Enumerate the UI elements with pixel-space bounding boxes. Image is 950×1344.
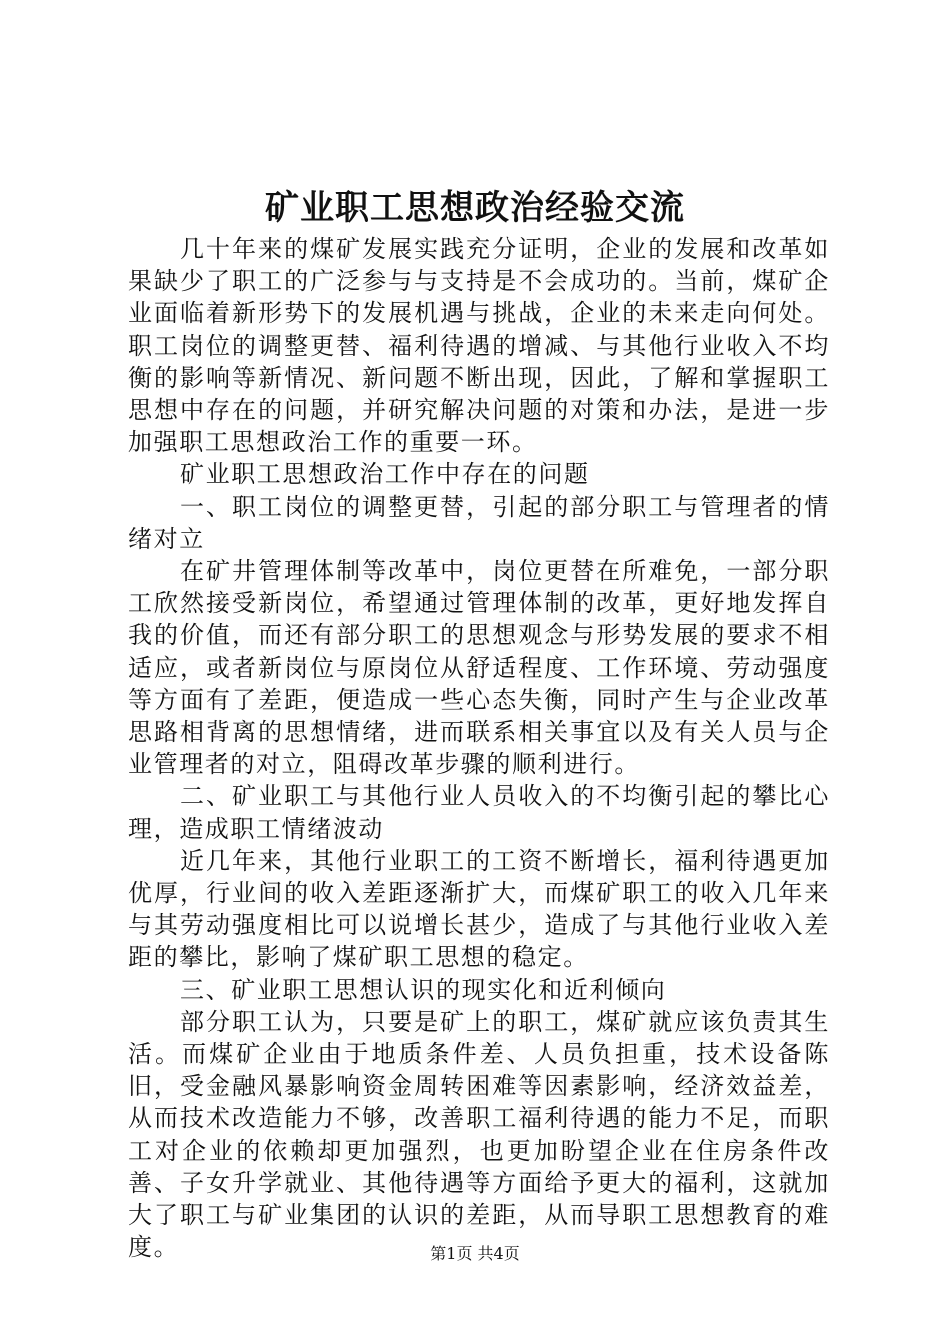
point-two-heading: 二、矿业职工与其他行业人员收入的不均衡引起的攀比心理，造成职工情绪波动 [128, 782, 830, 843]
document-title: 矿业职工思想政治经验交流 [265, 188, 685, 228]
point-two-paragraph: 近几年来，其他行业职工的工资不断增长，福利待遇更加优厚，行业间的收入差距逐渐扩大，而煤矿职工的收入几年来与其劳动强度相比可以说增长甚少，造成了与其他行业收入差距的攀比，影响了煤矿职工思想的稳定。 [128, 846, 830, 972]
point-three-paragraph: 部分职工认为，只要是矿上的职工，煤矿就应该负责其生活。而煤矿企业由于地质条件差、人员负担重，技术设备陈旧，受金融风暴影响资金周转困难等因素影响，经济效益差，从而技术改造能力不够，改善职工福利待遇的能力不足，而职工对企业的依赖却更加强烈，也更加盼望企业在住房条件改善、子女升学就业、其他待遇等方面给予更大的福利，这就加大了职工与矿业集团的认识的差距，从而导职工思想教育的难度。 [128, 1007, 830, 1262]
point-one-heading: 一、职工岗位的调整更替，引起的部分职工与管理者的情绪对立 [128, 492, 830, 553]
point-three-heading: 三、矿业职工思想认识的现实化和近利倾向 [180, 975, 667, 1004]
section-heading: 矿业职工思想政治工作中存在的问题 [180, 460, 590, 489]
page-number-footer: 第1页 共4页 [430, 1244, 520, 1263]
intro-paragraph: 几十年来的煤矿发展实践充分证明，企业的发展和改革如果缺少了职工的广泛参与与支持是不会成功的。当前，煤矿企业面临着新形势下的发展机遇与挑战，企业的未来走向何处。职工岗位的调整更替、福利待遇的增减、与其他行业收入不均衡的影响等新情况、新问题不断出现，因此，了解和掌握职工思想中存在的问题，并研究解决问题的对策和办法，是进一步加强职工思想政治工作的重要一环。 [128, 235, 830, 457]
document-body [128, 233, 830, 1264]
point-one-paragraph: 在矿井管理体制等改革中，岗位更替在所难免，一部分职工欣然接受新岗位，希望通过管理体制的改革，更好地发挥自我的价值，而还有部分职工的思想观念与形势发展的要求不相适应，或者新岗位与原岗位从舒适程度、工作环境、劳动强度等方面有了差距，便造成一些心态失衡，同时产生与企业改革思路相背离的思想情绪，进而联系相关事宜以及有关人员与企业管理者的对立，阻碍改革步骤的顺利进行。 [128, 557, 830, 779]
